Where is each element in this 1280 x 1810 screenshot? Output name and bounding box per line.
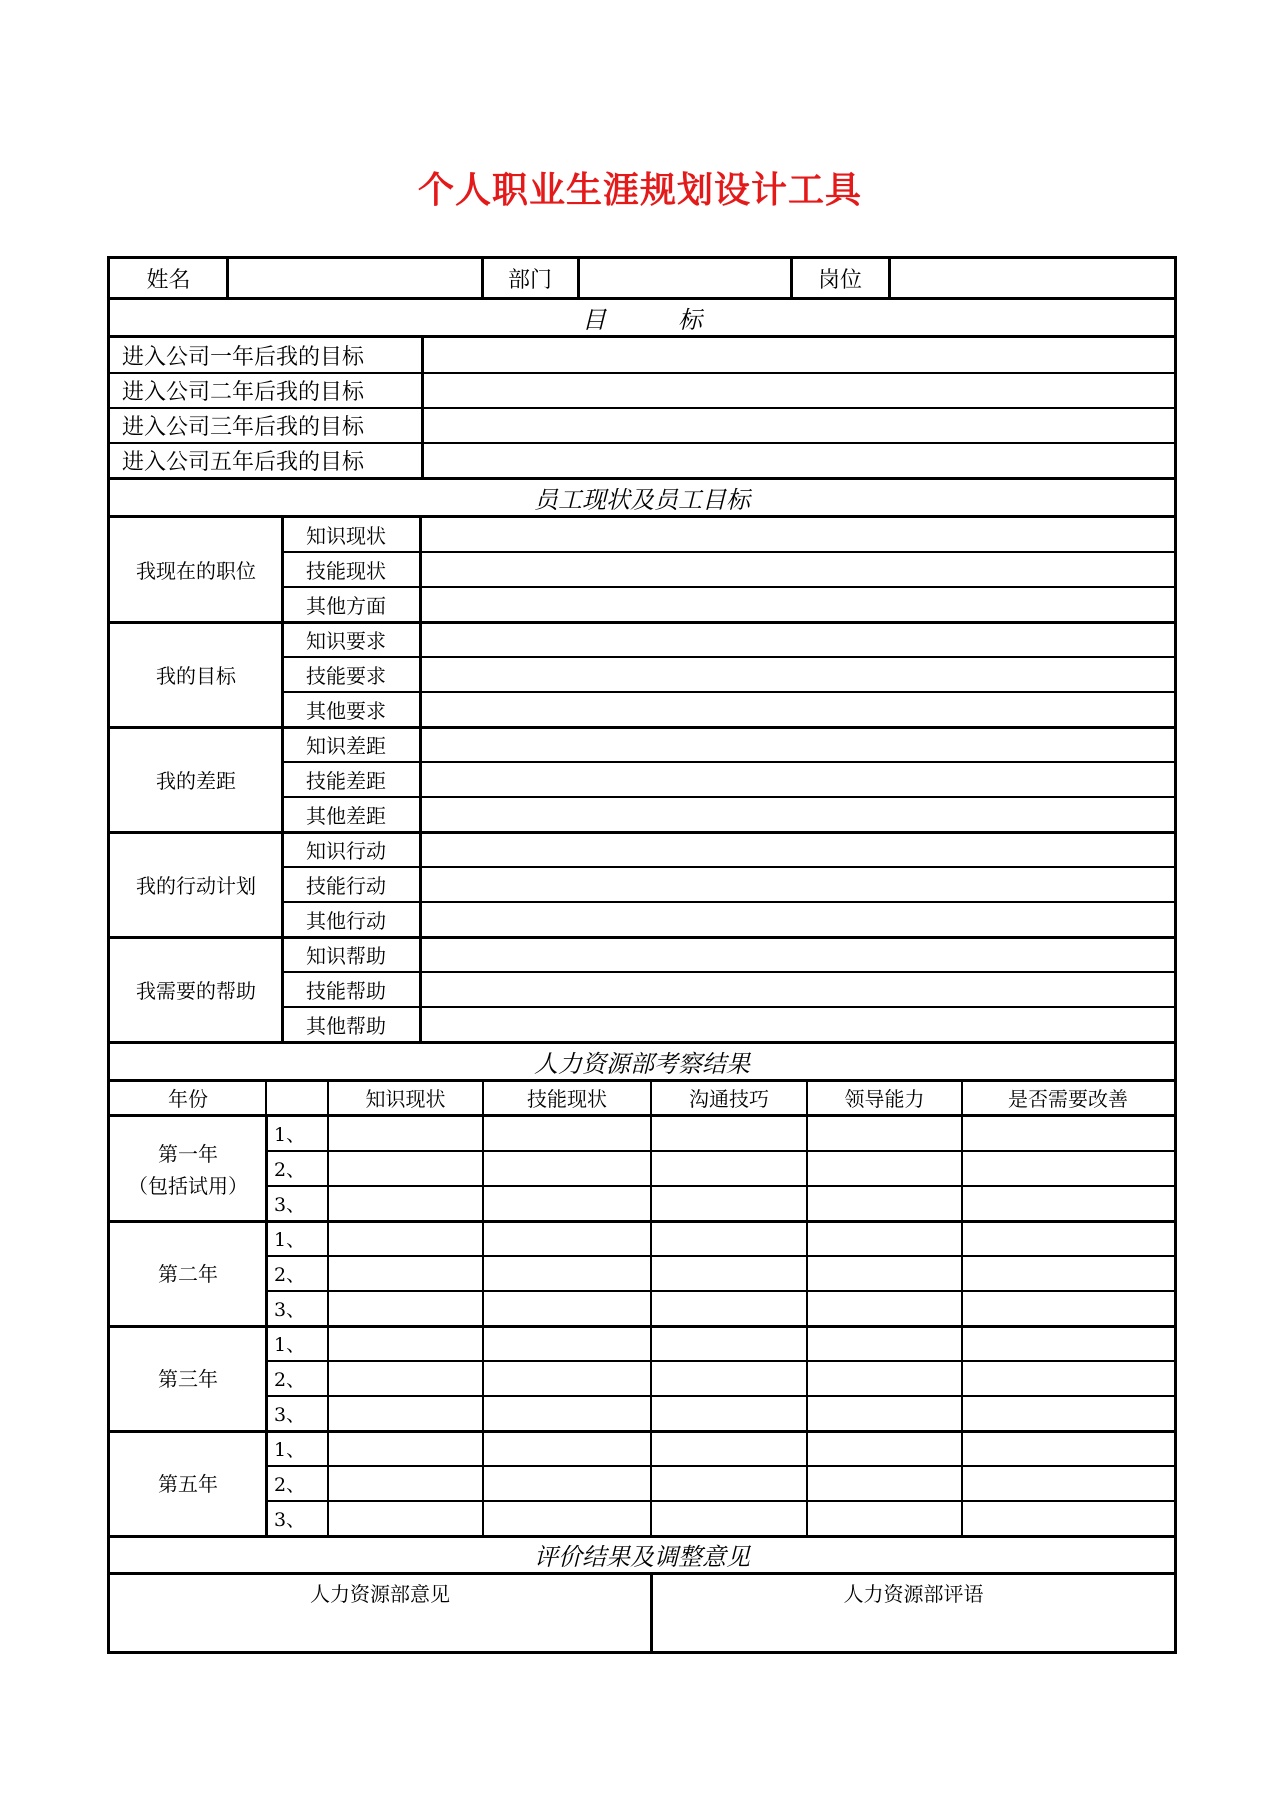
hr-rating-field[interactable] xyxy=(962,1151,1174,1185)
hr-rating-field[interactable] xyxy=(328,1466,483,1500)
hr-column-header: 知识现状 xyxy=(365,1087,446,1111)
hr-opinion-label: 人力资源部意见 xyxy=(310,1582,450,1606)
hr-comment-label: 人力资源部评语 xyxy=(843,1582,984,1606)
hr-item-row xyxy=(266,1151,1174,1185)
goal-label: 进入公司二年后我的目标 xyxy=(122,379,365,405)
hr-rating-field[interactable] xyxy=(807,1501,962,1535)
status-item-field[interactable] xyxy=(420,937,1174,971)
status-group-label-cell xyxy=(110,937,282,1042)
hr-item-number: 3、 xyxy=(274,1298,306,1321)
status-item-row xyxy=(284,727,1174,761)
status-group-label: 我需要的帮助 xyxy=(136,979,256,1003)
hr-rating-field[interactable] xyxy=(651,1291,807,1325)
hr-rating-field[interactable] xyxy=(483,1291,651,1325)
hr-rating-field[interactable] xyxy=(807,1361,962,1395)
hr-rating-field[interactable] xyxy=(807,1396,962,1430)
hr-rating-field[interactable] xyxy=(651,1326,807,1360)
status-item-label: 技能行动 xyxy=(306,873,386,898)
post-field[interactable] xyxy=(889,259,1174,297)
hr-rating-field[interactable] xyxy=(328,1186,483,1220)
hr-item-row xyxy=(266,1466,1174,1500)
hr-item-number: 3、 xyxy=(274,1403,306,1426)
goal-field[interactable] xyxy=(422,443,1174,477)
goal-field[interactable] xyxy=(422,338,1174,372)
hr-rating-field[interactable] xyxy=(651,1221,807,1255)
status-item-row xyxy=(284,972,1174,1006)
hr-rating-field[interactable] xyxy=(483,1256,651,1290)
hr-item-row xyxy=(266,1431,1174,1465)
name-label: 姓名 xyxy=(146,267,191,293)
page-title: 个人职业生涯规划设计工具 xyxy=(417,170,862,211)
hr-rating-field[interactable] xyxy=(962,1396,1174,1430)
status-item-label: 技能帮助 xyxy=(306,978,386,1003)
career-plan-form xyxy=(107,256,1177,1654)
status-item-row xyxy=(284,902,1174,936)
hr-rating-field[interactable] xyxy=(483,1501,651,1535)
hr-rating-field[interactable] xyxy=(807,1291,962,1325)
status-item-field[interactable] xyxy=(420,902,1174,936)
hr-year-label-cell xyxy=(110,1326,266,1431)
hr-rating-field[interactable] xyxy=(651,1501,807,1535)
hr-rating-field[interactable] xyxy=(651,1151,807,1185)
status-group-label-cell xyxy=(110,832,282,937)
hr-item-row xyxy=(266,1361,1174,1395)
status-item-row xyxy=(284,622,1174,656)
goal-field[interactable] xyxy=(422,408,1174,442)
status-item-row xyxy=(284,657,1174,691)
status-section-title: 员工现状及员工目标 xyxy=(534,485,750,514)
status-item-field[interactable] xyxy=(420,762,1174,796)
hr-rating-field[interactable] xyxy=(483,1326,651,1360)
status-group-label-cell xyxy=(110,727,282,832)
hr-year-label-cell xyxy=(110,1431,266,1536)
goal-label: 进入公司五年后我的目标 xyxy=(122,449,365,475)
status-item-label: 其他差距 xyxy=(306,803,386,828)
hr-year-sublabel: （包括试用） xyxy=(128,1173,248,1198)
goals-section-title: 目 标 xyxy=(582,305,702,334)
hr-rating-field[interactable] xyxy=(328,1151,483,1185)
status-group-label: 我的行动计划 xyxy=(136,874,256,898)
hr-item-number: 2、 xyxy=(274,1473,306,1496)
status-item-row xyxy=(284,762,1174,796)
hr-column-header: 领导能力 xyxy=(844,1087,925,1111)
hr-rating-field[interactable] xyxy=(807,1151,962,1185)
hr-rating-field[interactable] xyxy=(807,1186,962,1220)
hr-section-header xyxy=(110,1043,1174,1079)
hr-item-row xyxy=(266,1256,1174,1290)
hr-column-header xyxy=(266,1081,328,1114)
goal-row xyxy=(110,443,1174,477)
status-item-field[interactable] xyxy=(420,1007,1174,1041)
evaluation-row xyxy=(110,1574,1174,1651)
hr-rating-field[interactable] xyxy=(328,1326,483,1360)
hr-item-row xyxy=(266,1326,1174,1360)
hr-rating-field[interactable] xyxy=(962,1186,1174,1220)
hr-year-label-cell xyxy=(110,1116,266,1221)
status-item-row xyxy=(284,867,1174,901)
status-item-label: 技能差距 xyxy=(306,768,386,793)
hr-year-label: 第一年 xyxy=(158,1141,218,1166)
hr-rating-field[interactable] xyxy=(962,1466,1174,1500)
status-item-field[interactable] xyxy=(420,622,1174,656)
hr-rating-field[interactable] xyxy=(483,1221,651,1255)
hr-column-header: 年份 xyxy=(168,1087,208,1111)
hr-item-number: 3、 xyxy=(274,1193,306,1216)
status-item-row xyxy=(284,552,1174,586)
hr-rating-field[interactable] xyxy=(483,1116,651,1150)
hr-rating-field[interactable] xyxy=(328,1291,483,1325)
hr-rating-field[interactable] xyxy=(651,1256,807,1290)
hr-rating-field[interactable] xyxy=(328,1256,483,1290)
status-item-label: 其他要求 xyxy=(306,698,386,723)
hr-rating-field[interactable] xyxy=(328,1501,483,1535)
hr-opinion-box[interactable] xyxy=(110,1574,650,1651)
hr-rating-field[interactable] xyxy=(962,1501,1174,1535)
status-item-row xyxy=(284,517,1174,551)
status-item-field[interactable] xyxy=(420,972,1174,1006)
hr-item-number: 1、 xyxy=(274,1228,306,1251)
status-item-field[interactable] xyxy=(420,657,1174,691)
goal-row xyxy=(110,373,1174,407)
hr-rating-field[interactable] xyxy=(807,1116,962,1150)
hr-item-row xyxy=(266,1186,1174,1220)
status-item-row xyxy=(284,937,1174,971)
hr-rating-field[interactable] xyxy=(483,1466,651,1500)
status-item-label: 其他行动 xyxy=(306,908,386,933)
status-item-row xyxy=(284,587,1174,621)
hr-column-header: 技能现状 xyxy=(527,1087,607,1111)
hr-year-label: 第五年 xyxy=(158,1471,218,1496)
hr-rating-field[interactable] xyxy=(483,1151,651,1185)
hr-rating-field[interactable] xyxy=(962,1221,1174,1255)
hr-rating-field[interactable] xyxy=(807,1431,962,1465)
evaluation-section-header xyxy=(110,1537,1174,1572)
hr-item-row xyxy=(266,1501,1174,1535)
status-item-field[interactable] xyxy=(420,797,1174,831)
status-item-label: 知识现状 xyxy=(306,523,386,548)
status-item-label: 技能现状 xyxy=(306,558,386,583)
hr-rating-field[interactable] xyxy=(328,1361,483,1395)
hr-rating-field[interactable] xyxy=(651,1186,807,1220)
hr-rating-field[interactable] xyxy=(483,1361,651,1395)
hr-rating-field[interactable] xyxy=(807,1221,962,1255)
goal-row xyxy=(110,338,1174,372)
goal-row xyxy=(110,408,1174,442)
status-group-label-cell xyxy=(110,517,282,622)
hr-item-row xyxy=(266,1396,1174,1430)
header-row xyxy=(110,259,1174,297)
status-item-row xyxy=(284,1007,1174,1041)
hr-item-row xyxy=(266,1221,1174,1255)
hr-rating-field[interactable] xyxy=(962,1361,1174,1395)
hr-item-number: 2、 xyxy=(274,1158,306,1181)
status-group-label: 我的差距 xyxy=(156,769,236,793)
status-group-label: 我的目标 xyxy=(156,664,236,688)
status-item-field[interactable] xyxy=(420,552,1174,586)
hr-item-number: 1、 xyxy=(274,1123,306,1146)
hr-year-label: 第三年 xyxy=(158,1366,218,1391)
goal-label: 进入公司三年后我的目标 xyxy=(122,414,365,440)
post-label: 岗位 xyxy=(817,267,862,293)
goal-field[interactable] xyxy=(422,373,1174,407)
dept-label: 部门 xyxy=(507,267,552,293)
hr-year-label: 第二年 xyxy=(158,1261,218,1286)
status-item-row xyxy=(284,692,1174,726)
hr-rating-field[interactable] xyxy=(962,1291,1174,1325)
hr-rating-field[interactable] xyxy=(962,1116,1174,1150)
status-group-label-cell xyxy=(110,622,282,727)
hr-rating-field[interactable] xyxy=(328,1116,483,1150)
hr-rating-field[interactable] xyxy=(651,1396,807,1430)
status-item-field[interactable] xyxy=(420,517,1174,551)
hr-column-header: 沟通技巧 xyxy=(689,1087,769,1111)
hr-rating-field[interactable] xyxy=(962,1326,1174,1360)
goals-section-header xyxy=(110,299,1174,335)
dept-field[interactable] xyxy=(578,259,791,297)
status-item-field[interactable] xyxy=(420,727,1174,761)
hr-rating-field[interactable] xyxy=(807,1256,962,1290)
hr-rating-field[interactable] xyxy=(328,1431,483,1465)
goal-label: 进入公司一年后我的目标 xyxy=(122,344,365,370)
status-item-row xyxy=(284,832,1174,866)
hr-rating-field[interactable] xyxy=(651,1361,807,1395)
hr-item-number: 1、 xyxy=(274,1438,306,1461)
hr-item-number: 2、 xyxy=(274,1368,306,1391)
hr-rating-field[interactable] xyxy=(328,1221,483,1255)
hr-rating-field[interactable] xyxy=(962,1431,1174,1465)
hr-column-header: 是否需要改善 xyxy=(1008,1087,1128,1111)
hr-rating-field[interactable] xyxy=(483,1396,651,1430)
hr-rating-field[interactable] xyxy=(328,1396,483,1430)
status-item-label: 技能要求 xyxy=(306,663,386,688)
hr-rating-field[interactable] xyxy=(651,1431,807,1465)
status-item-label: 其他方面 xyxy=(306,593,386,618)
hr-rating-field[interactable] xyxy=(483,1186,651,1220)
status-section-header xyxy=(110,479,1174,515)
hr-item-number: 3、 xyxy=(274,1508,306,1531)
status-item-label: 知识差距 xyxy=(306,733,386,758)
hr-rating-field[interactable] xyxy=(807,1326,962,1360)
hr-rating-field[interactable] xyxy=(807,1466,962,1500)
hr-item-number: 1、 xyxy=(274,1333,306,1356)
status-item-field[interactable] xyxy=(420,867,1174,901)
name-field[interactable] xyxy=(227,259,482,297)
hr-column-header-row xyxy=(110,1081,1174,1114)
hr-item-number: 2、 xyxy=(274,1263,306,1286)
evaluation-section-title: 评价结果及调整意见 xyxy=(534,1543,750,1571)
status-item-label: 其他帮助 xyxy=(306,1013,386,1038)
status-item-label: 知识帮助 xyxy=(306,943,386,968)
status-item-label: 知识行动 xyxy=(306,838,386,863)
hr-section-title: 人力资源部考察结果 xyxy=(534,1049,750,1078)
status-item-field[interactable] xyxy=(420,692,1174,726)
hr-year-label-cell xyxy=(110,1221,266,1326)
hr-rating-field[interactable] xyxy=(651,1466,807,1500)
hr-rating-field[interactable] xyxy=(483,1431,651,1465)
status-item-field[interactable] xyxy=(420,587,1174,621)
hr-item-row xyxy=(266,1291,1174,1325)
hr-rating-field[interactable] xyxy=(962,1256,1174,1290)
status-group-label: 我现在的职位 xyxy=(136,559,256,583)
hr-item-row xyxy=(266,1116,1174,1150)
status-item-label: 知识要求 xyxy=(306,628,386,653)
hr-rating-field[interactable] xyxy=(651,1116,807,1150)
status-item-field[interactable] xyxy=(420,832,1174,866)
status-item-row xyxy=(284,797,1174,831)
hr-comment-box[interactable] xyxy=(653,1574,1174,1651)
